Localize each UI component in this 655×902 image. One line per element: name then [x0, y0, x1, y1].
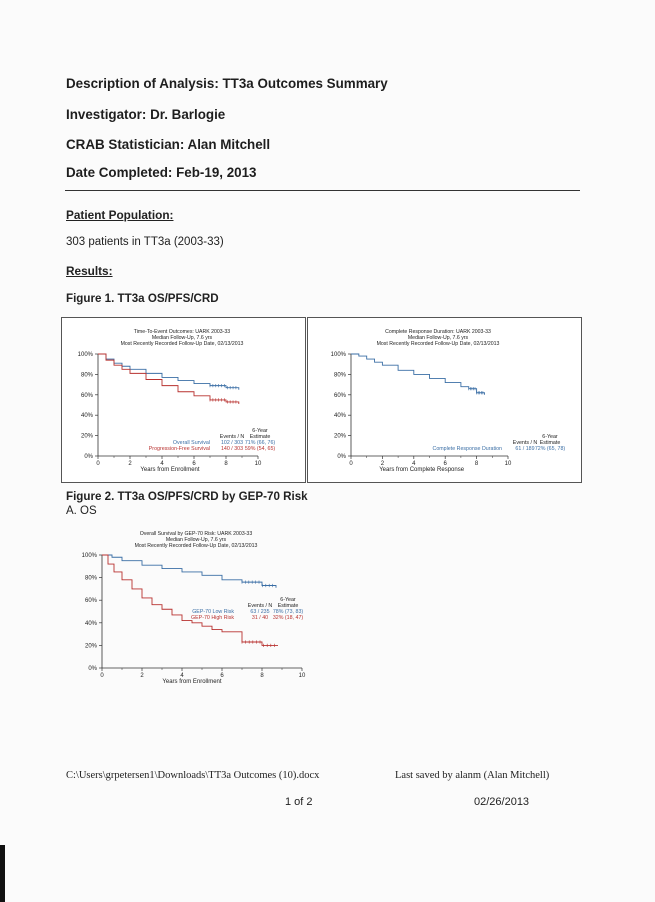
results-heading: Results:: [66, 264, 113, 278]
chart-title-line: Most Recently Recorded Follow-Up Date, 02/13/2013: [120, 341, 244, 347]
y-tick-label: 100%: [77, 352, 93, 358]
x-axis-label: Years from Enrollment: [140, 467, 200, 473]
chart-title-line: Time-To-Event Outcomes: UARK 2003-33: [133, 329, 231, 335]
legend-head-events: Events / N: [219, 434, 245, 440]
x-tick-label: 8: [224, 461, 228, 467]
x-tick-label: 2: [380, 461, 385, 467]
y-tick-label: 60%: [84, 598, 97, 605]
km-curve-gep-70-low-risk: [102, 555, 276, 588]
x-tick-label: 6: [192, 461, 196, 467]
population-heading: Patient Population:: [66, 208, 174, 222]
description-line: Description of Analysis: TT3a Outcomes Summary: [66, 76, 388, 91]
legend-head-estimate: Estimate: [539, 440, 561, 446]
y-tick-label: 100%: [330, 352, 346, 358]
legend-label: Progression-Free Survival: [148, 446, 210, 452]
x-tick-label: 6: [220, 673, 224, 679]
legend-head-events: Events / N: [512, 440, 538, 446]
y-tick-label: 20%: [84, 643, 97, 650]
legend-estimate: 78% (73, 83): [272, 609, 304, 615]
x-axis-label: Years from Enrollment: [162, 679, 222, 685]
legend-events: 61 / 189: [515, 446, 535, 452]
footer-file-path: C:\Users\grpetersen1\Downloads\TT3a Outcomes (10).docx: [66, 770, 320, 781]
figure2-subcaption: A. OS: [66, 505, 97, 517]
x-axis-label: Years from Complete Response: [379, 467, 465, 473]
x-tick-label: 2: [128, 461, 132, 467]
legend-events: 140 / 303: [220, 446, 244, 452]
chart-title-line: Median Follow-Up, 7.6 yrs: [151, 335, 213, 341]
legend-head-6year: 6-Year: [542, 434, 558, 440]
km-curve-progression-free-survival: [98, 354, 239, 404]
x-tick-label: 8: [474, 461, 479, 467]
footer-date: 02/26/2013: [474, 796, 530, 808]
legend-events: 102 / 303: [220, 440, 244, 446]
y-tick-label: 60%: [80, 392, 93, 399]
legend-head-estimate: Estimate: [249, 434, 271, 440]
legend-estimate: 32% (18, 47): [272, 615, 304, 621]
legend-label: GEP-70 High Risk: [191, 615, 234, 621]
km-curve-complete-response-duration: [351, 354, 484, 395]
x-tick-label: 10: [298, 673, 306, 679]
figure1-panel-crd: [307, 317, 582, 483]
os-pfs-chart: [62, 318, 305, 482]
legend-estimate: 72% (65, 78): [534, 446, 566, 452]
figure2-caption: Figure 2. TT3a OS/PFS/CRD by GEP-70 Risk: [66, 490, 308, 503]
y-tick-label: 0%: [337, 454, 346, 460]
x-tick-label: 6: [443, 461, 447, 467]
y-tick-label: 60%: [333, 392, 346, 399]
investigator-line: Investigator: Dr. Barlogie: [66, 107, 226, 122]
chart-title-line: Median Follow-Up, 7.6 yrs: [165, 537, 227, 543]
figure2-panel-gep70: [66, 523, 326, 693]
legend-head-6year: 6-Year: [280, 597, 296, 603]
y-tick-label: 80%: [84, 575, 97, 582]
legend-label: Complete Response Duration: [432, 446, 502, 452]
x-tick-label: 4: [412, 461, 416, 467]
legend-label: GEP-70 Low Risk: [192, 609, 234, 615]
x-tick-label: 0: [96, 461, 100, 467]
x-tick-label: 10: [504, 461, 512, 467]
legend-estimate: 59% (54, 65): [244, 446, 276, 452]
x-tick-label: 0: [100, 673, 104, 679]
km-curve-overall-survival: [98, 354, 239, 390]
statistician-line: CRAB Statistician: Alan Mitchell: [66, 137, 271, 152]
crd-chart: [308, 318, 581, 482]
gep70-chart: [66, 523, 326, 693]
page-number: 1 of 2: [285, 796, 313, 808]
y-tick-label: 0%: [84, 454, 93, 460]
legend-events: 63 / 235: [250, 609, 270, 615]
y-tick-label: 80%: [333, 372, 346, 379]
x-tick-label: 2: [140, 673, 144, 679]
chart-title-line: Most Recently Recorded Follow-Up Date, 02/13/2013: [376, 341, 500, 347]
legend-estimate: 71% (66, 76): [244, 440, 276, 446]
chart-title-line: Overall Survival by GEP-70 Risk: UARK 2003-33: [139, 531, 253, 537]
footer-last-saved: Last saved by alanm (Alan Mitchell): [395, 770, 550, 781]
legend-head-estimate: Estimate: [277, 603, 299, 609]
y-tick-label: 20%: [333, 433, 346, 440]
x-tick-label: 0: [349, 461, 353, 467]
x-tick-label: 4: [180, 673, 184, 679]
header-divider: [65, 190, 580, 191]
km-curve-gep-70-high-risk: [102, 555, 278, 645]
legend-events: 31 / 40: [251, 615, 269, 621]
y-tick-label: 40%: [333, 413, 346, 420]
population-text: 303 patients in TT3a (2003-33): [66, 236, 224, 248]
y-tick-label: 0%: [88, 666, 97, 672]
y-tick-label: 80%: [80, 372, 93, 379]
legend-head-events: Events / N: [247, 603, 273, 609]
y-tick-label: 100%: [81, 553, 97, 559]
y-tick-label: 40%: [80, 413, 93, 420]
legend-head-6year: 6-Year: [252, 428, 268, 434]
chart-title-line: Median Follow-Up, 7.6 yrs: [407, 335, 469, 341]
chart-title-line: Complete Response Duration: UARK 2003-33: [385, 329, 491, 335]
y-tick-label: 20%: [80, 433, 93, 440]
chart-title-line: Most Recently Recorded Follow-Up Date, 02/13/2013: [134, 543, 258, 549]
y-tick-label: 40%: [84, 620, 97, 627]
date-completed-line: Date Completed: Feb-19, 2013: [66, 165, 257, 180]
x-tick-label: 8: [260, 673, 264, 679]
legend-label: Overall Survival: [172, 440, 210, 446]
figure1-caption: Figure 1. TT3a OS/PFS/CRD: [66, 292, 219, 305]
scan-edge-mark: [0, 845, 5, 902]
figure1-panel-os-pfs: [61, 317, 306, 483]
x-tick-label: 10: [254, 461, 262, 467]
x-tick-label: 4: [160, 461, 164, 467]
